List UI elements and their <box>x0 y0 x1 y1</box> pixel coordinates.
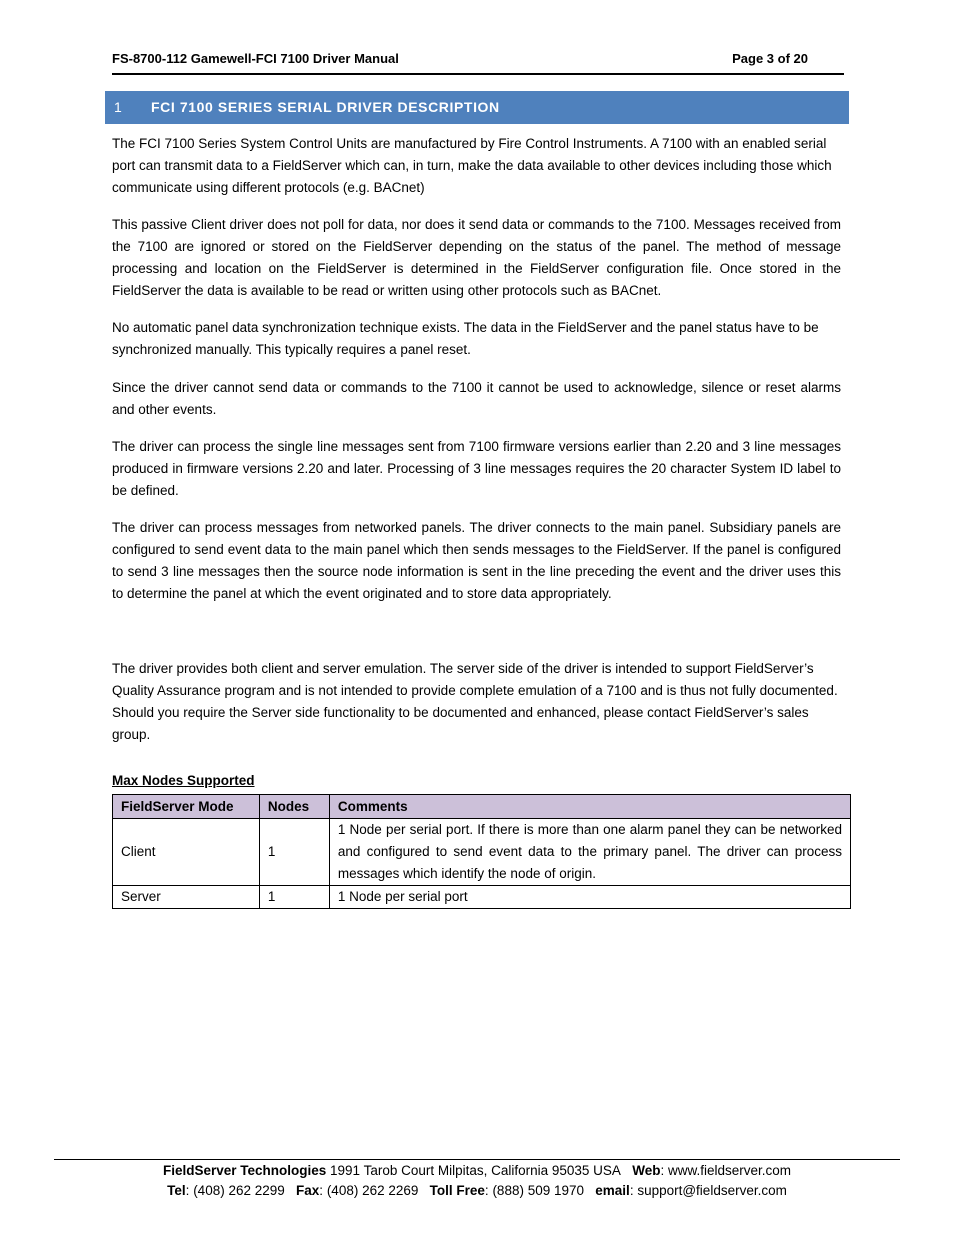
footer-fax-label: Fax <box>296 1183 320 1198</box>
footer-web-link[interactable]: www.fieldserver.com <box>668 1163 792 1178</box>
table-row <box>113 886 851 909</box>
paragraph-intro: The FCI 7100 Series System Control Units are manufactured by Fire Control Instruments. A 7100 with an enabled serial port can transmit data to a FieldServer which can, in turn, make the data available to other devices including those which communicate using different protocols (e.g. BACnet) <box>112 136 832 195</box>
footer-tollfree-label: Toll Free <box>429 1183 485 1198</box>
footer-tel: (408) 262 2299 <box>193 1183 285 1198</box>
cell-comments: 1 Node per serial port. If there is more than one alarm panel they can be networked and configured to send event data to the primary panel. The driver can process messages which identify the node of origin. <box>329 819 850 886</box>
column-header-nodes: Nodes <box>259 795 329 819</box>
column-header-comments: Comments <box>329 795 850 819</box>
table-caption: Max Nodes Supported <box>112 773 255 788</box>
paragraph-emulation: The driver provides both client and server emulation. The server side of the driver is intended to support FieldServer’s Quality Assurance program and is not intended to provide complete emulation of a 7100 and is thus not fully documented. Should you require the Server side functionality to be documented and enhanced, please contact FieldServer’s sales group. <box>112 661 838 742</box>
max-nodes-table <box>112 794 851 909</box>
cell-mode: Client <box>113 819 260 886</box>
section-title: FCI 7100 SERIES SERIAL DRIVER DESCRIPTION <box>151 99 500 115</box>
paragraph-firmware: The driver can process the single line messages sent from 7100 firmware versions earlier than 2.20 and 3 line messages produced in firmware versions 2.20 and later. Processing of 3 line messages requires the 20 character System ID label to be defined. <box>112 439 841 498</box>
page-number: Page 3 of 20 <box>732 51 808 66</box>
footer-line-1: FieldServer Technologies 1991 Tarob Court Milpitas, California 95035 USA Web: www.fieldserver.com <box>162 1163 792 1178</box>
cell-mode: Server <box>113 886 260 909</box>
footer-email-link[interactable]: support@fieldserver.com <box>637 1183 787 1198</box>
footer-web-label: Web <box>632 1163 661 1178</box>
footer-line-2: Tel: (408) 262 2299 Fax: (408) 262 2269 Toll Free: (888) 509 1970 email: support@fieldserver.com <box>167 1183 787 1198</box>
paragraph-networked-panels: The driver can process messages from networked panels. The driver connects to the main panel. Subsidiary panels are configured to send event data to the main panel which then sends messages to the FieldServer. If the panel is configured to send 3 line messages then the source node information is sent in the line preceding the event and the driver uses this to determine the panel at which the event originated and to store data appropriately. <box>112 520 841 601</box>
footer-address: 1991 Tarob Court Milpitas, California 95035 USA <box>330 1163 621 1178</box>
cell-nodes: 1 <box>259 886 329 909</box>
footer-tel-label: Tel <box>167 1183 186 1198</box>
footer-divider <box>54 1159 900 1160</box>
paragraph-synchronization: No automatic panel data synchronization technique exists. The data in the FieldServer and the panel status have to be synchronized manually. This typically requires a panel reset. <box>112 320 819 357</box>
table-header-row <box>113 795 851 819</box>
header-divider <box>112 73 844 75</box>
cell-comments: 1 Node per serial port <box>329 886 850 909</box>
footer-company: FieldServer Technologies <box>162 1163 327 1178</box>
paragraph-passive-client: This passive Client driver does not poll for data, nor does it send data or commands to the 7100. Messages received from the 7100 are ignored or stored on the FieldServer depending on the status of the panel. The method of message processing and location on the FieldServer is determined in the FieldServer configuration file. Once stored in the FieldServer the data is available to be read or written using other protocols such as BACnet. <box>112 217 841 298</box>
paragraph-acknowledge: Since the driver cannot send data or commands to the 7100 it cannot be used to acknowledge, silence or reset alarms and other events. <box>112 380 841 417</box>
table-row <box>113 819 851 886</box>
footer-tollfree: (888) 509 1970 <box>492 1183 585 1198</box>
section-heading <box>105 91 849 124</box>
page-footer <box>54 1161 900 1201</box>
document-title: FS-8700-112 Gamewell-FCI 7100 Driver Manual <box>112 51 399 66</box>
section-number: 1 <box>114 99 123 115</box>
column-header-mode: FieldServer Mode <box>113 795 260 819</box>
cell-nodes: 1 <box>259 819 329 886</box>
footer-fax: (408) 262 2269 <box>326 1183 419 1198</box>
footer-email-label: email <box>595 1183 630 1198</box>
